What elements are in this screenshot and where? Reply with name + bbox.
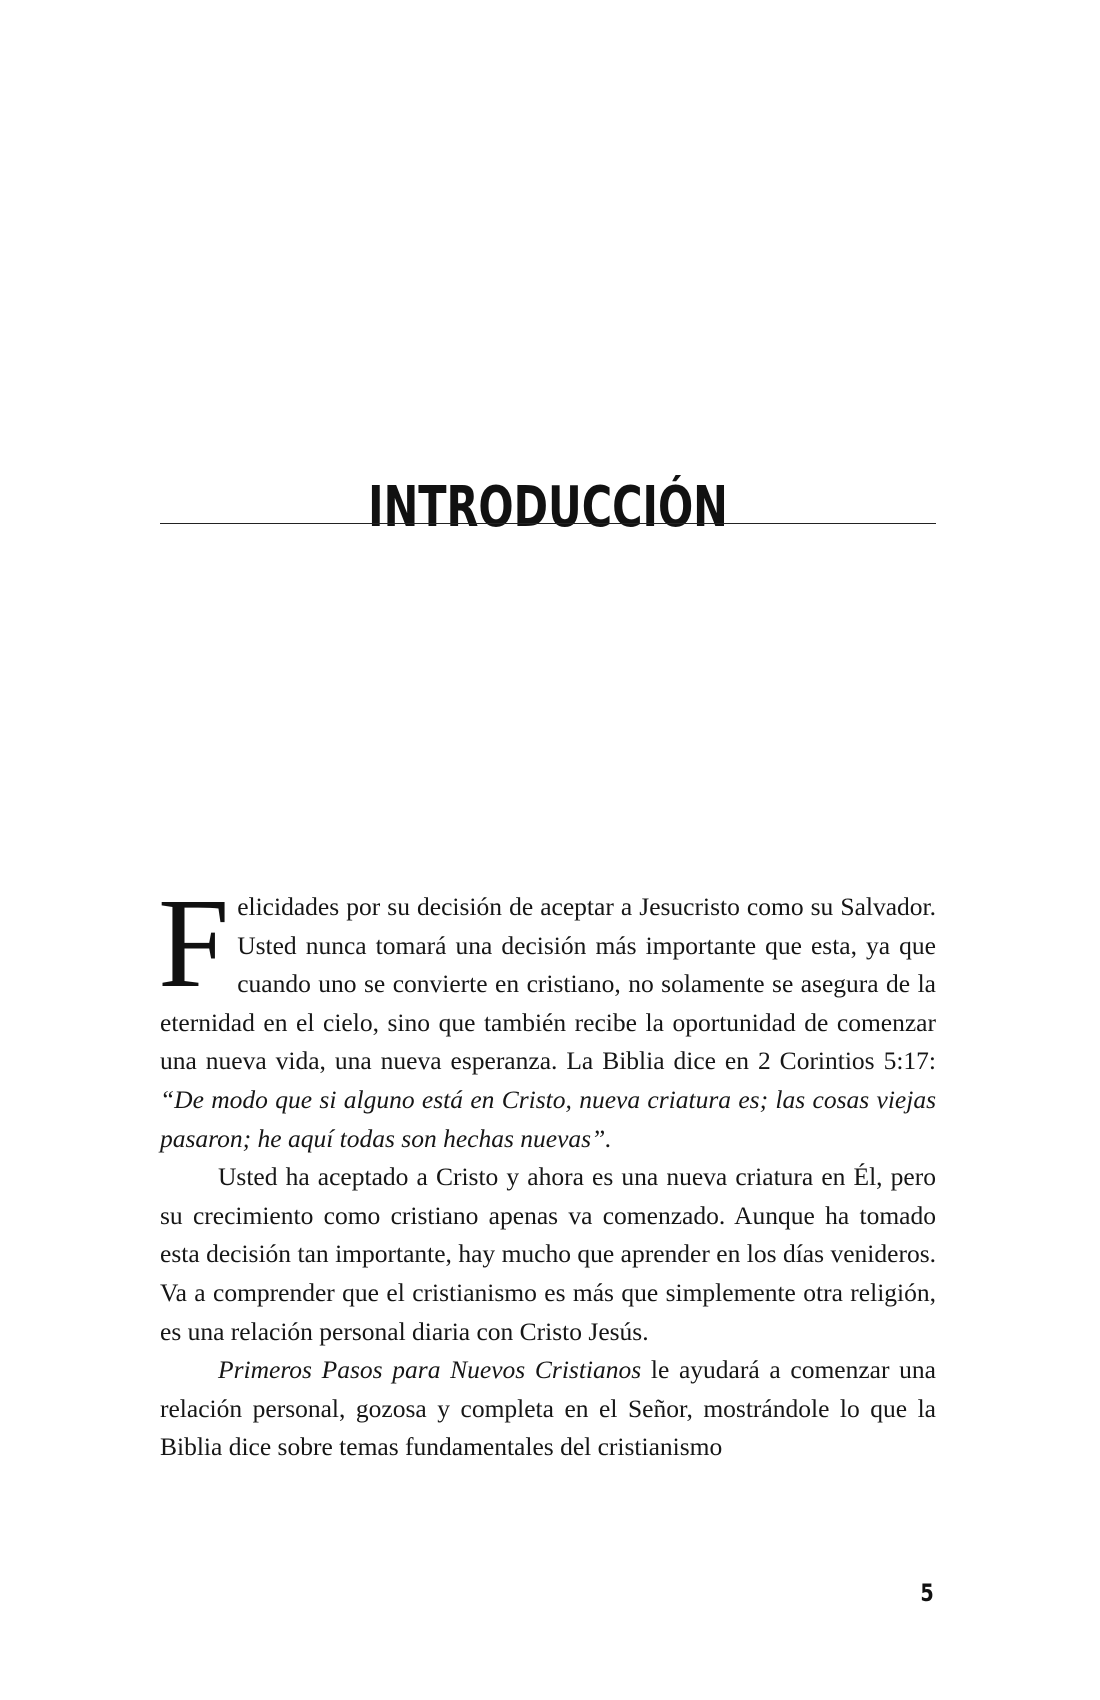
page-number: 5 xyxy=(920,1579,934,1607)
scripture-quote: “De modo que si alguno está en Cristo, nueva criatura es; las cosas viejas pasaron; he aquí todas son hechas nuevas”. xyxy=(160,1084,936,1153)
paragraph-3 xyxy=(160,1351,936,1467)
paragraph-1 xyxy=(158,872,936,1158)
title-divider xyxy=(160,523,936,524)
paragraph-1-text: elicidades por su decisión de aceptar a Jesucristo como su Salvador. Usted nunca tomará una decisión más importante que esta, ya que cuando uno se convierte en cristiano, no solamente se asegura de la eternidad en el cielo, sino que también recibe la oportunidad de comenzar una nueva vida, una nueva esperanza. La Biblia dice en 2 Corintios 5:17: xyxy=(160,892,936,1076)
paragraph-2-text: Usted ha aceptado a Cristo y ahora es una nueva criatura en Él, pero su crecimiento como cristiano apenas va comenzado. Aunque ha tomado esta decisión tan importante, hay mucho que aprender en los días venideros. Va a comprender que el cristianismo es más que simplemente otra religión, es una relación personal diaria con Cristo Jesús. xyxy=(160,1162,936,1346)
paragraph-3-text: le ayudará a comenzar una relación personal, gozosa y completa en el Señor, mostrándole lo que la Biblia dice sobre temas fundamentales del cristianismo xyxy=(160,1355,937,1462)
chapter-body xyxy=(158,872,937,1467)
drop-cap: F xyxy=(158,872,230,1014)
book-title-reference: Primeros Pasos para Nuevos Cristianos xyxy=(218,1355,642,1385)
paragraph-2 xyxy=(160,1158,936,1351)
chapter-title: INTRODUCCIÓN xyxy=(368,474,728,540)
